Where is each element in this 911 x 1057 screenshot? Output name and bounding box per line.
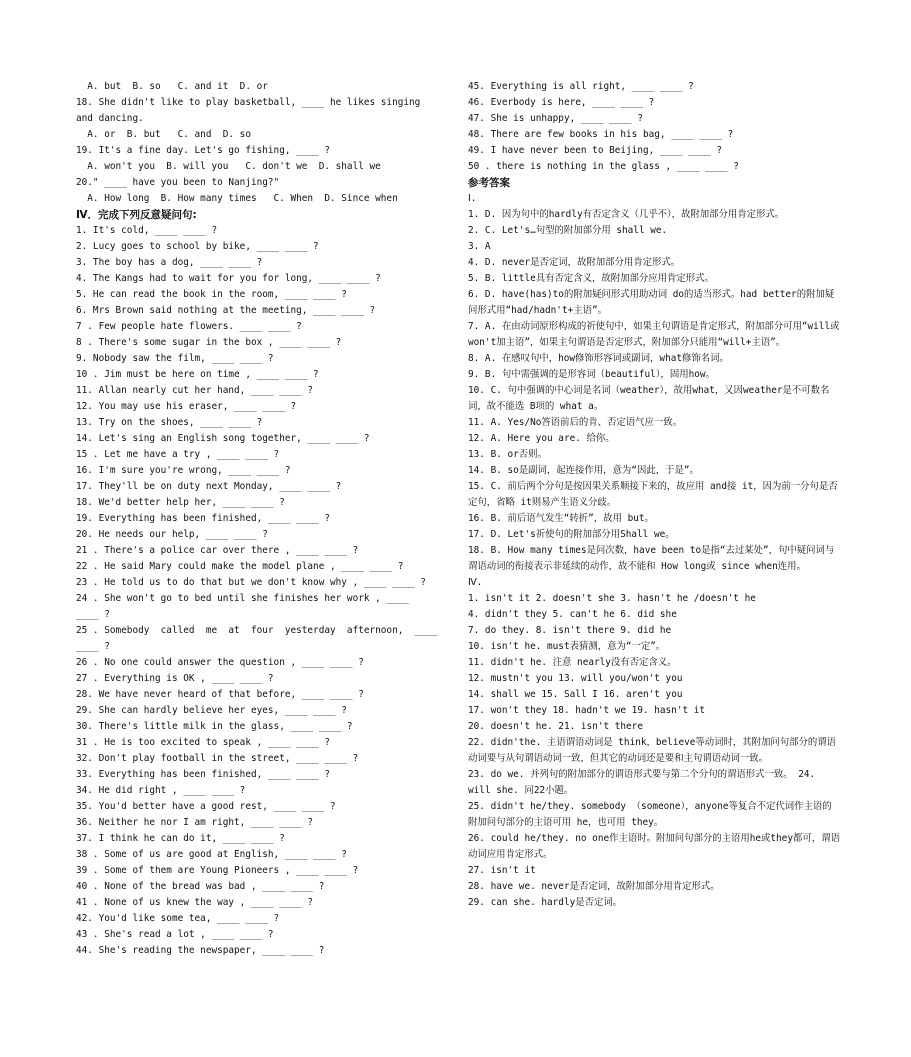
question-line: 44. She's reading the newspaper, ____ ____ ?: [76, 945, 325, 956]
question-line: 11. Allan nearly cut her hand, ____ ____ ?: [76, 385, 314, 396]
answer-item: 18. B. How many times是问次数，have been to是指“去过某处”，句中疑问词与谓语动词的衔接表示非延续的动作，故不能和 How long或 since when连用。: [468, 545, 835, 572]
question-line: 40 . None of the bread was bad , ____ ____ ?: [76, 881, 325, 892]
answer-item: 8. A. 在感叹句中，how修饰形容词或副词，what修饰名词。: [468, 353, 729, 364]
answer-item: 29. can she. hardly是否定词。: [468, 897, 623, 908]
question-line: 10 . Jim must be here on time , ____ ____ ?: [76, 369, 319, 380]
question-line: 6. Mrs Brown said nothing at the meeting, ____ ____ ?: [76, 305, 376, 316]
answer-item: 27. isn't it: [468, 865, 536, 876]
answer-item: 12. mustn't you 13. will you/won't you: [468, 673, 683, 684]
answer-item: 15. C. 前后两个分句是按因果关系顺接下来的，故应用 and接 it，因为前一分句是否定句，省略 it则易产生语义分歧。: [468, 481, 838, 508]
answer-item: 4. D. never是否定词，故附加部分用肯定形式。: [468, 257, 681, 268]
right-question-lines: [468, 79, 840, 175]
answer-item: 13. B. or否则。: [468, 449, 547, 460]
question-line: 5. He can read the book in the room, ____ ____ ?: [76, 289, 347, 300]
question-line: 28. We have never heard of that before, ____ ____ ?: [76, 689, 364, 700]
answer-item: 5. B. little具有否定含义，故附加部分应用肯定形式。: [468, 273, 714, 284]
question-line: 20. He needs our help, ____ ____ ?: [76, 529, 268, 540]
text-line: A. won't you B. will you C. don't we D. shall we: [76, 161, 381, 172]
answer-item: 12. A. Here you are. 给你。: [468, 433, 615, 444]
question-line: 15 . Let me have a try , ____ ____ ?: [76, 449, 280, 460]
question-line: 14. Let's sing an English song together, ____ ____ ?: [76, 433, 370, 444]
question-line: 33. Everything has been finished, ____ ____ ?: [76, 769, 330, 780]
text-line: and dancing.: [76, 113, 144, 124]
answer-item: 10. isn't he. must表猜测，意为“一定”。: [468, 641, 666, 652]
section-iv-label: Ⅳ.: [468, 577, 483, 588]
question-line: 21 . There's a police car over there , ____ ____ ?: [76, 545, 359, 556]
question-line: 25 . Somebody called me at four yesterday afternoon, ____: [76, 625, 438, 636]
answers-section-iv: [468, 591, 840, 911]
section-iv-heading: Ⅳ．完成下列反意疑问句:: [76, 209, 197, 221]
answer-item: 23. do we. 并列句的附加部分的谓语形式要与第二个分句的谓语形式一致。 24. will she. 同22小题。: [468, 769, 816, 796]
question-line: 39 . Some of them are Young Pioneers , ____ ____ ?: [76, 865, 359, 876]
question-line: 22 . He said Mary could make the model plane , ____ ____ ?: [76, 561, 404, 572]
answer-item: 4. didn't they 5. can't he 6. did she: [468, 609, 677, 620]
answer-item: 28. have we. never是否定词，故附加部分用肯定形式。: [468, 881, 720, 892]
question-line: 13. Try on the shoes, ____ ____ ?: [76, 417, 263, 428]
question-line: 41 . None of us knew the way , ____ ____ ?: [76, 897, 314, 908]
answers-section-i: [468, 207, 840, 575]
answer-item: 9. B. 句中需强调的是形容词（beautiful），固用how。: [468, 369, 715, 380]
answer-item: 2. C. Let's…句型的附加部分用 shall we.: [468, 225, 668, 236]
text-line: 19. It's a fine day. Let's go fishing, ____ ?: [76, 145, 330, 156]
question-line: 36. Neither he nor I am right, ____ ____ ?: [76, 817, 314, 828]
question-line: 49. I have never been to Beijing, ____ ____ ?: [468, 145, 722, 156]
question-line: ____ ?: [76, 609, 110, 620]
question-line: 29. She can hardly believe her eyes, ____ ____ ?: [76, 705, 347, 716]
question-line: 47. She is unhappy, ____ ____ ?: [468, 113, 643, 124]
answer-item: 17. won't they 18. hadn't we 19. hasn't it: [468, 705, 706, 716]
question-line: 37. I think he can do it, ____ ____ ?: [76, 833, 285, 844]
question-line: ____ ?: [76, 641, 110, 652]
question-line: 12. You may use his eraser, ____ ____ ?: [76, 401, 297, 412]
question-line: 48. There are few books in his bag, ____ ____ ?: [468, 129, 734, 140]
answer-item: 26. could he/they. no one作主语时。附加问句部分的主语用he或they都可，谓语动词应用肯定形式。: [468, 833, 840, 860]
question-line: 38 . Some of us are good at English, ____ ____ ?: [76, 849, 347, 860]
question-line: 3. The boy has a dog, ____ ____ ?: [76, 257, 263, 268]
question-line: 34. He did right , ____ ____ ?: [76, 785, 246, 796]
answer-item: 6. D. have(has)to的附加疑问形式用助动词 do的适当形式。had better的附加疑问形式用“had/hadn't+主语”。: [468, 289, 835, 316]
question-line: 1. It's cold, ____ ____ ?: [76, 225, 218, 236]
answer-item: 22. didn'the. 主语谓语动词是 think，believe等动词时，其附加问句部分的谓语动词要与从句谓语动词一致，但其它的动词还是要和主句谓语动词一致。: [468, 737, 837, 764]
question-line: 7 . Few people hate flowers. ____ ____ ?: [76, 321, 302, 332]
question-line: 45. Everything is all right, ____ ____ ?: [468, 81, 694, 92]
answer-item: 20. doesn't he. 21. isn't there: [468, 721, 643, 732]
question-line: 2. Lucy goes to school by bike, ____ ____ ?: [76, 241, 319, 252]
answer-item: 17. D. Let's祈使句的附加部分用Shall we。: [468, 529, 675, 540]
question-line: 19. Everything has been finished, ____ ____ ?: [76, 513, 330, 524]
question-line: 27 . Everything is OK , ____ ____ ?: [76, 673, 274, 684]
text-line: A. but B. so C. and it D. or: [76, 81, 268, 92]
question-line: 42. You'd like some tea, ____ ____ ?: [76, 913, 280, 924]
left-exercise-lines: [76, 79, 448, 207]
question-line: 26 . No one could answer the question , ____ ____ ?: [76, 657, 364, 668]
question-line: 4. The Kangs had to wait for you for long, ____ ____ ?: [76, 273, 381, 284]
question-line: 46. Everbody is here, ____ ____ ?: [468, 97, 655, 108]
answer-item: 11. A. Yes/No答语前后的肯、否定语气应一致。: [468, 417, 683, 428]
answers-heading: 参考答案: [468, 177, 510, 189]
answer-item: 11. didn't he. 注意 nearly没有否定含义。: [468, 657, 677, 668]
text-line: 18. She didn't like to play basketball, ____ he likes singing: [76, 97, 421, 108]
answer-item: 7. do they. 8. isn't there 9. did he: [468, 625, 672, 636]
answer-item: 1. isn't it 2. doesn't she 3. hasn't he /doesn't he: [468, 593, 756, 604]
answer-item: 3. A: [468, 241, 491, 252]
question-line: 31 . He is too excited to speak , ____ ____ ?: [76, 737, 330, 748]
answer-item: 16. B. 前后语气发生“转折”，故用 but。: [468, 513, 654, 524]
text-line: A. How long B. How many times C. When D. Since when: [76, 193, 398, 204]
question-line: 32. Don't play football in the street, ____ ____ ?: [76, 753, 359, 764]
answer-item: 14. shall we 15. Sall I 16. aren't you: [468, 689, 683, 700]
left-question-lines: [76, 223, 448, 959]
section-i-label: Ⅰ.: [468, 193, 477, 204]
text-line: A. or B. but C. and D. so: [76, 129, 251, 140]
answer-item: 14. B. so是副词，起连接作用，意为“因此，于是”。: [468, 465, 699, 476]
left-column: [76, 79, 448, 959]
question-line: 16. I'm sure you're wrong, ____ ____ ?: [76, 465, 291, 476]
question-line: 9. Nobody saw the film, ____ ____ ?: [76, 353, 274, 364]
question-line: 50 . there is nothing in the glass , ____ ____ ?: [468, 161, 739, 172]
question-line: 23 . He told us to do that but we don't know why , ____ ____ ?: [76, 577, 426, 588]
question-line: 17. They'll be on duty next Monday, ____ ____ ?: [76, 481, 342, 492]
question-line: 18. We'd better help her, ____ ____ ?: [76, 497, 285, 508]
question-line: 8 . There's some sugar in the box , ____ ____ ?: [76, 337, 342, 348]
answer-item: 1. D. 因为句中的hardly有否定含义（几乎不），故附加部分用肯定形式。: [468, 209, 785, 220]
answer-item: 25. didn't he/they. somebody （someone），anyone等复合不定代词作主语的附加问句部分的主语可用 he，也可用 they。: [468, 801, 832, 828]
answer-item: 10. C. 句中强调的中心词是名词（weather），故用what，又因weather是不可数名词，故不能选 B项的 what a。: [468, 385, 830, 412]
question-line: 43 . She's read a lot , ____ ____ ?: [76, 929, 274, 940]
question-line: 24 . She won't go to bed until she finishes her work , ____: [76, 593, 410, 604]
question-line: 35. You'd better have a good rest, ____ ____ ?: [76, 801, 336, 812]
right-column: [468, 79, 840, 911]
text-line: 20." ____ have you been to Nanjing?": [76, 177, 280, 188]
answer-item: 7. A. 在由动词原形构成的祈使句中，如果主句谓语是肯定形式，附加部分可用“will或won't加主语”，如果主句谓语是否定形式，附加部分只能用“will+主语”。: [468, 321, 840, 348]
question-line: 30. There's little milk in the glass, ____ ____ ?: [76, 721, 353, 732]
